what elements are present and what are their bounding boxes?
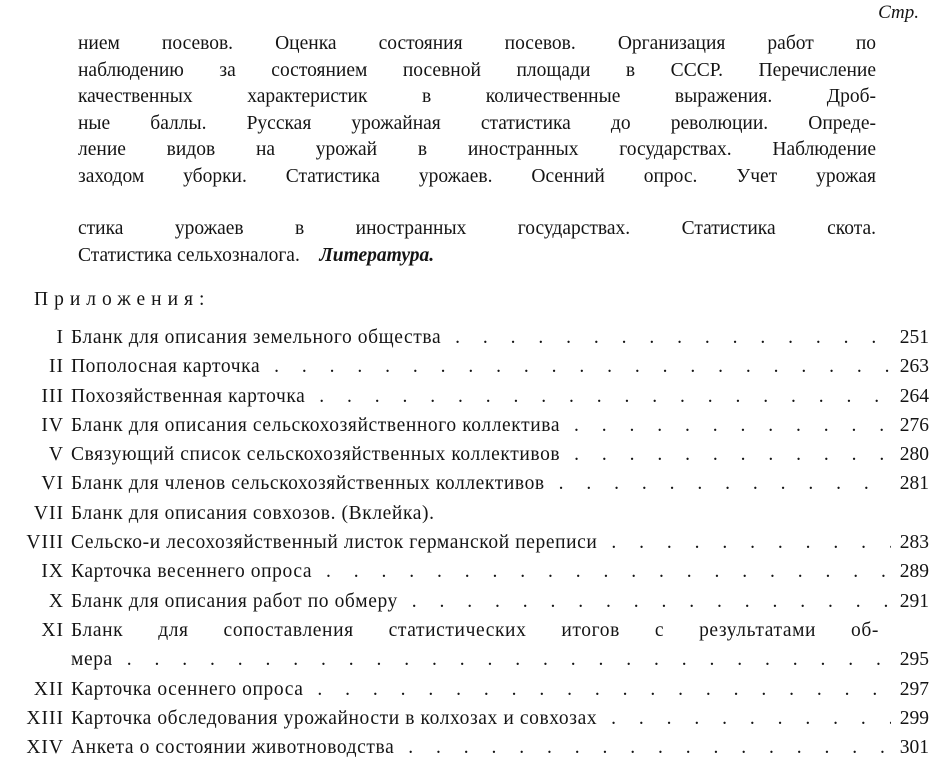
- roman-numeral: V: [48, 444, 64, 466]
- toc-entry: [0, 323, 935, 352]
- appendices-heading: Приложения:: [34, 289, 211, 310]
- text-line: [78, 243, 876, 270]
- roman-numeral: IX: [41, 561, 64, 583]
- entry-title: Бланк для описания земельного общества . . .: [71, 323, 891, 352]
- text-line: нием посевов. Оценка состояния посевов. Организация работ по: [78, 33, 876, 54]
- page-number: 295: [899, 649, 929, 671]
- text-line: качественных характеристик в количественные выражения. Дроб-: [78, 86, 876, 107]
- toc-entry: [0, 440, 935, 469]
- roman-numeral: XIV: [26, 737, 64, 759]
- appendices-list: [0, 323, 935, 762]
- toc-entry: [0, 469, 935, 498]
- entry-title: Бланк для сопоставления статистических итогов с результатами об-: [71, 619, 879, 641]
- roman-numeral: II: [49, 356, 64, 378]
- roman-numeral: IV: [41, 414, 64, 436]
- page-number: 291: [899, 590, 929, 612]
- toc-entry: [0, 528, 935, 557]
- toc-entry: [0, 675, 935, 704]
- toc-entry: [0, 616, 935, 645]
- entry-title: Анкета о состоянии животноводства . . .: [71, 733, 891, 762]
- roman-numeral: VII: [33, 502, 64, 524]
- toc-entry: [0, 499, 935, 528]
- toc-entry: [0, 557, 935, 586]
- entry-title: Карточка обследования урожайности в колхозах и совхозах . . .: [71, 704, 891, 733]
- roman-numeral: VI: [41, 473, 64, 495]
- entry-title: Сельско-и лесохозяйственный листок германской переписи . . .: [71, 528, 891, 557]
- page-number: 297: [899, 678, 929, 700]
- toc-entry: [0, 587, 935, 616]
- entry-title: Карточка осеннего опроса . . .: [71, 675, 891, 704]
- entry-title: Бланк для описания совхозов. (Вклейка).: [71, 502, 435, 524]
- entry-title: Пополосная карточка . . .: [71, 352, 891, 381]
- page-number: 281: [899, 473, 929, 495]
- contents-paragraph-1: [78, 31, 876, 190]
- page-number: 251: [899, 327, 929, 348]
- toc-entry: [0, 382, 935, 411]
- text-segment: Статистика сельхозналога.: [78, 244, 300, 266]
- page-number: 280: [899, 444, 929, 466]
- entry-title: Бланк для описания сельскохозяйственного коллектива . . .: [71, 411, 891, 440]
- entry-title: Связующий список сельскохозяйственных коллективов . . .: [71, 440, 891, 469]
- page-number: 276: [899, 414, 929, 436]
- roman-numeral: XIII: [26, 707, 64, 729]
- text-line: ление видов на урожай в иностранных государствах. Наблюдение: [78, 139, 876, 160]
- entry-title: мера . . .: [71, 645, 891, 674]
- roman-numeral: I: [56, 327, 64, 348]
- page-number: 289: [899, 561, 929, 583]
- entry-title: Карточка весеннего опроса . . .: [71, 557, 891, 586]
- literature-label: Литература.: [319, 244, 435, 266]
- roman-numeral: III: [41, 385, 64, 407]
- roman-numeral: XI: [41, 619, 64, 641]
- entry-title: Бланк для описания работ по обмеру . . .: [71, 587, 891, 616]
- text-line: наблюдению за состоянием посевной площади в СССР. Перечисление: [78, 59, 876, 81]
- entry-title: Похозяйственная карточка . . .: [71, 382, 891, 411]
- page-number: 263: [899, 356, 929, 378]
- roman-numeral: VIII: [26, 532, 64, 554]
- text-line: стика урожаев в иностранных государствах. Статистика скота.: [78, 218, 876, 239]
- entry-title: Бланк для членов сельскохозяйственных коллективов . . .: [71, 469, 891, 498]
- toc-entry: [0, 704, 935, 733]
- page-number: 299: [899, 707, 929, 729]
- text-line: заходом уборки. Статистика урожаев. Осенний опрос. Учет урожая: [78, 165, 876, 187]
- toc-entry: [0, 733, 935, 762]
- contents-paragraph-2: [78, 216, 876, 269]
- toc-entry: [0, 411, 935, 440]
- page-number: 264: [899, 385, 929, 407]
- text-line: ные баллы. Русская урожайная статистика до революции. Опреде-: [78, 112, 876, 134]
- page-column-header: Стр.: [878, 2, 919, 23]
- toc-entry-continuation: [0, 645, 935, 674]
- toc-entry: [0, 352, 935, 381]
- page-number: 283: [899, 532, 929, 554]
- roman-numeral: X: [48, 590, 64, 612]
- roman-numeral: XII: [33, 678, 64, 700]
- page-number: 301: [899, 737, 929, 759]
